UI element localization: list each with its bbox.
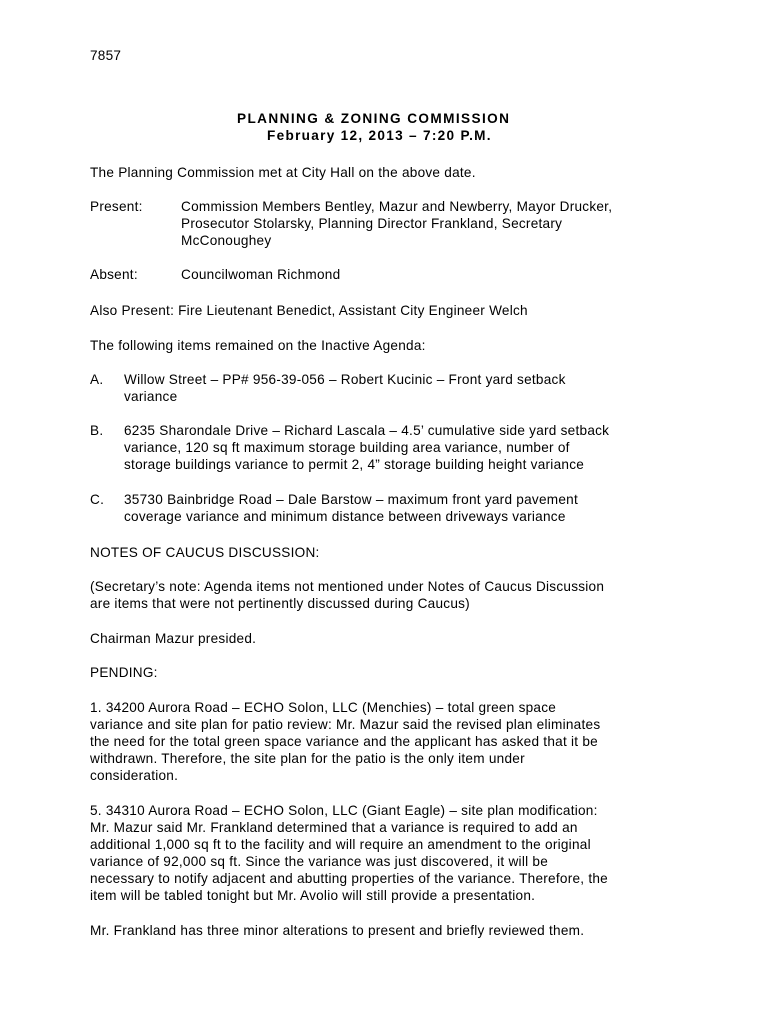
pending-item-line: withdrawn. Therefore, the site plan for the patio is the only item under — [90, 751, 525, 766]
pending-item-line: variance and site plan for patio review: Mr. Mazur said the revised plan eliminates — [90, 717, 601, 732]
pending-item-line: Mr. Mazur said Mr. Frankland determined that a variance is required to add an — [90, 820, 578, 835]
list-item-line: coverage variance and minimum distance between driveways variance — [124, 509, 566, 524]
list-item-line: storage buildings variance to permit 2, 4” storage building height variance — [124, 457, 585, 472]
page-number: 7857 — [90, 48, 122, 63]
present-line: Commission Members Bentley, Mazur and Newberry, Mayor Drucker, — [181, 199, 613, 214]
document-title: PLANNING & ZONING COMMISSION — [237, 111, 511, 126]
present-line: Prosecutor Stolarsky, Planning Director Frankland, Secretary — [181, 216, 563, 231]
meeting-date: February 12, 2013 – 7:20 P.M. — [267, 128, 492, 143]
list-item-line: variance — [124, 389, 178, 404]
list-item-line: Willow Street – PP# 956-39-056 – Robert Kucinic – Front yard setback — [124, 372, 566, 387]
absent-text: Councilwoman Richmond — [181, 267, 341, 282]
closing-text: Mr. Frankland has three minor alterations to present and briefly reviewed them. — [90, 923, 585, 938]
inactive-intro: The following items remained on the Inactive Agenda: — [90, 338, 426, 353]
intro-text: The Planning Commission met at City Hall on the above date. — [90, 165, 476, 180]
pending-item-line: necessary to notify adjacent and abutting properties of the variance. Therefore, the — [90, 871, 608, 886]
caucus-heading: NOTES OF CAUCUS DISCUSSION: — [90, 545, 320, 560]
list-item-line: 35730 Bainbridge Road – Dale Barstow – maximum front yard pavement — [124, 492, 578, 507]
pending-item-line: consideration. — [90, 768, 179, 783]
pending-heading: PENDING: — [90, 665, 158, 680]
secretary-note-line: are items that were not pertinently discussed during Caucus) — [90, 596, 470, 611]
pending-item-line: item will be tabled tonight but Mr. Avolio will still provide a presentation. — [90, 888, 536, 903]
pending-item-line: variance of 92,000 sq ft. Since the variance was just discovered, it will be — [90, 854, 549, 869]
present-line: McConoughey — [181, 233, 272, 248]
secretary-note-line: (Secretary’s note: Agenda items not mentioned under Notes of Caucus Discussion — [90, 579, 605, 594]
pending-item-line: additional 1,000 sq ft to the facility and will require an amendment to the original — [90, 837, 591, 852]
list-item-line: variance, 120 sq ft maximum storage building area variance, number of — [124, 440, 570, 455]
pending-item-line: 1. 34200 Aurora Road – ECHO Solon, LLC (Menchies) – total green space — [90, 700, 557, 715]
list-item-letter: C. — [90, 492, 105, 507]
presided-text: Chairman Mazur presided. — [90, 631, 257, 646]
list-item-line: 6235 Sharondale Drive – Richard Lascala – 4.5’ cumulative side yard setback — [124, 423, 610, 438]
list-item-letter: A. — [90, 372, 104, 387]
list-item-letter: B. — [90, 423, 104, 438]
pending-item-line: the need for the total green space variance and the applicant has asked that it be — [90, 734, 598, 749]
pending-item-line: 5. 34310 Aurora Road – ECHO Solon, LLC (Giant Eagle) – site plan modification: — [90, 803, 598, 818]
present-label: Present: — [90, 199, 143, 214]
also-present: Also Present: Fire Lieutenant Benedict, Assistant City Engineer Welch — [90, 303, 528, 318]
absent-label: Absent: — [90, 267, 138, 282]
